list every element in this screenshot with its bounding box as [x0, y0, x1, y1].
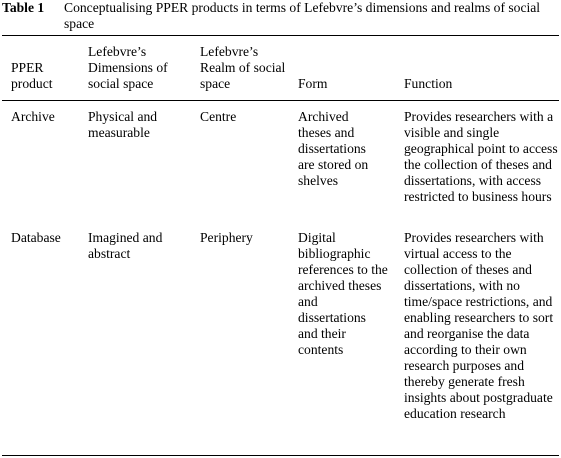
cell-product: Archive: [11, 109, 55, 124]
header-form: Form: [298, 76, 328, 91]
cell-form: Archived theses and dissertations are stored on shelves: [298, 109, 369, 188]
cell-realm: Periphery: [200, 230, 253, 245]
cell-dimension: Physical and measurable: [88, 109, 158, 140]
table-title: Conceptualising PPER products in terms of Lefebvre’s dimensions and realms of social space: [64, 0, 541, 31]
cell-form: Digital bibliographic references to the archived theses and dissertations and their contents: [298, 230, 388, 357]
header-realm: Lefebvre’s Realm of social space: [200, 44, 286, 91]
table-caption: [2, 0, 558, 34]
table-top-rule: [2, 35, 559, 36]
cell-function: Provides researchers with a visible and single geographical point to access the collection of theses and dissertations, with access restricted to business hours: [404, 109, 558, 204]
cell-product: Database: [11, 230, 61, 245]
table-bottom-rule: [2, 455, 559, 456]
cell-dimension: Imagined and abstract: [88, 230, 163, 261]
header-function: Function: [404, 76, 453, 91]
cell-function: Provides researchers with virtual access to the collection of theses and dissertations, with no time/space restrictions, and enabling researchers to sort and reorganise the data according to their own research purposes and thereby generate fresh insights about postgraduate education research: [404, 230, 554, 421]
table-header-rule: [2, 100, 559, 101]
cell-realm: Centre: [200, 109, 237, 124]
header-pper-product: PPER product: [11, 60, 53, 91]
table-number: Table 1: [2, 0, 45, 15]
header-dimensions: Lefebvre’s Dimensions of social space: [88, 44, 168, 91]
